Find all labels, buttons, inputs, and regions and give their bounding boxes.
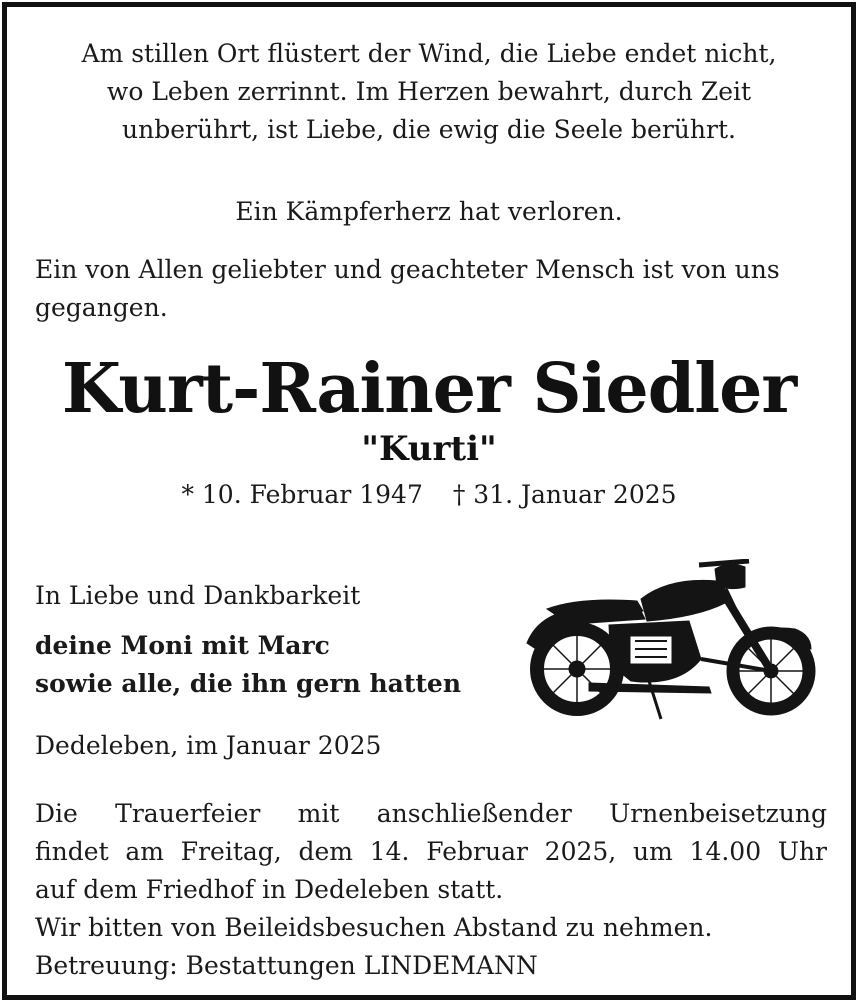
motorcycle-illustration: [519, 559, 819, 729]
deceased-name: Kurt-Rainer Siedler: [61, 349, 797, 429]
funeral-line: Die Trauerfeier mit anschließender Urnenbeisetzung: [35, 799, 827, 828]
signer-line: deine Moni mit Marc: [35, 631, 330, 660]
place-date: Dedeleben, im Januar 2025: [35, 731, 382, 760]
life-dates: [7, 477, 851, 513]
poem-line: Am stillen Ort flüstert der Wind, die Liebe endet nicht,: [81, 39, 777, 68]
funeral-notice: [35, 795, 827, 985]
obituary-page: [7, 7, 851, 995]
birth-date: * 10. Februar 1947: [181, 480, 423, 509]
funeral-line: findet am Freitag, dem 14. Februar 2025, um 14.00 Uhr: [35, 837, 827, 866]
funeral-line: Wir bitten von Beileidsbesuchen Abstand zu nehmen.: [35, 913, 713, 942]
funeral-line: Betreuung: Bestattungen LINDEMANN: [35, 951, 538, 980]
funeral-line: auf dem Friedhof in Dedeleben statt.: [35, 875, 504, 904]
death-date: † 31. Januar 2025: [452, 480, 677, 509]
deceased-nickname: "Kurti": [361, 429, 497, 469]
signer-line: sowie alle, die ihn gern hatten: [35, 669, 462, 698]
obituary-frame: [2, 2, 856, 1000]
thanks-line: In Liebe und Dankbarkeit: [35, 581, 361, 610]
poem: [7, 35, 851, 149]
signers: [35, 627, 461, 703]
poem-line: unberührt, ist Liebe, die ewig die Seele berührt.: [122, 115, 736, 144]
fighter-line: Ein Kämpferherz hat verloren.: [235, 197, 623, 226]
poem-line: wo Leben zerrinnt. Im Herzen bewahrt, durch Zeit: [106, 77, 752, 106]
intro-text: Ein von Allen geliebter und geachteter Mensch ist von uns gegangen.: [35, 255, 780, 322]
